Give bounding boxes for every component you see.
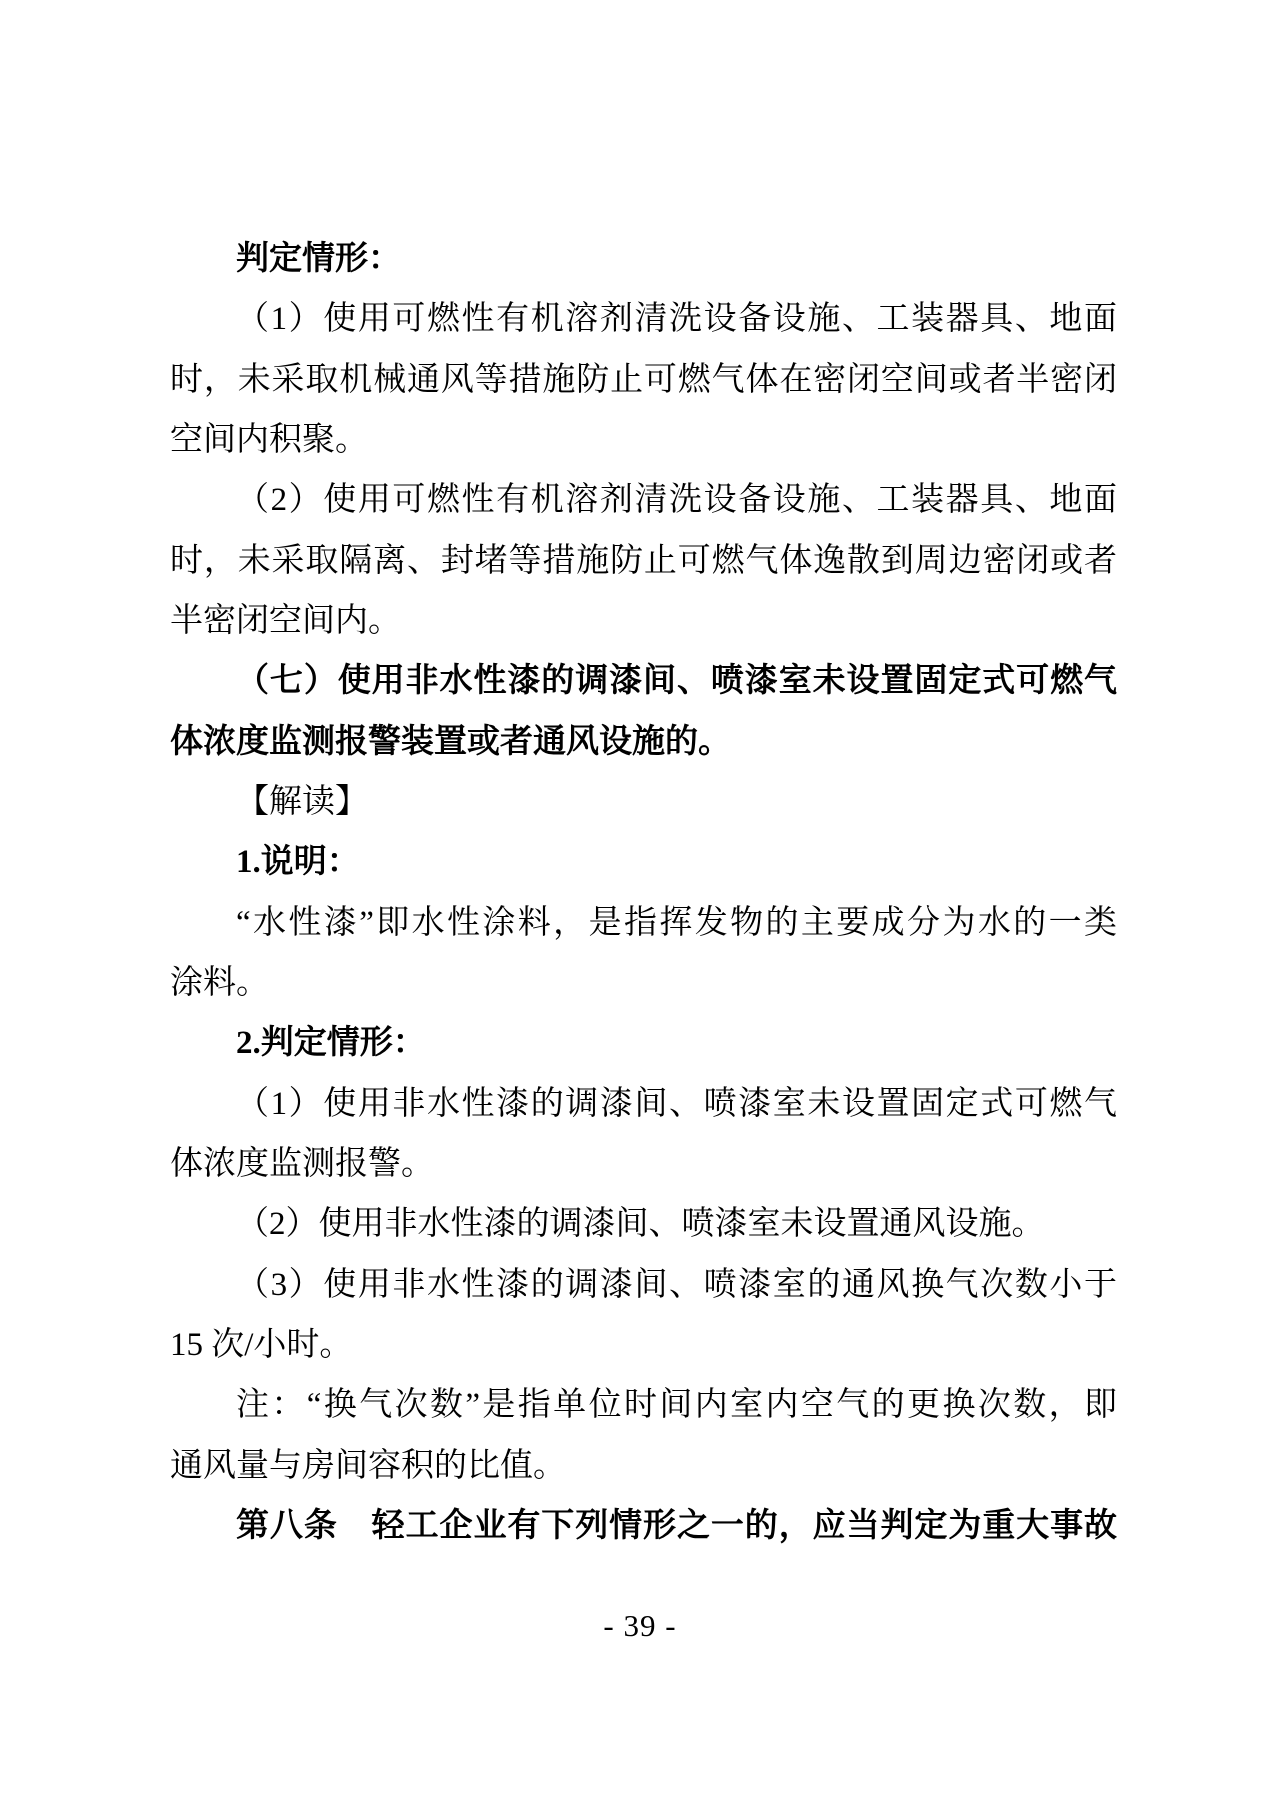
text-line: 半密闭空间内。 xyxy=(170,602,401,639)
text-line: 时，未采取机械通风等措施防止可燃气体在密闭空间或者半密闭 xyxy=(170,361,1117,398)
text-line: 【解读】 xyxy=(236,783,368,820)
document-body xyxy=(170,229,1117,1556)
text-line: 通风量与房间容积的比值。 xyxy=(170,1447,566,1484)
text-line: 1.说明： xyxy=(236,844,360,881)
text-line: 空间内积聚。 xyxy=(170,421,368,458)
text-line: 时，未采取隔离、封堵等措施防止可燃气体逸散到周边密闭或者 xyxy=(170,542,1117,579)
text-line: 判定情形： xyxy=(236,241,401,277)
text-line: 2.判定情形： xyxy=(236,1025,426,1062)
text-line: （2）使用可燃性有机溶剂清洗设备设施、工装器具、地面 xyxy=(236,482,1117,519)
text-line: 第八条 轻工企业有下列情形之一的，应当判定为重大事故 xyxy=(236,1507,1117,1544)
text-line: 体浓度监测报警。 xyxy=(170,1145,434,1182)
text-line: （1）使用非水性漆的调漆间、喷漆室未设置固定式可燃气 xyxy=(236,1085,1117,1122)
text-line: （七）使用非水性漆的调漆间、喷漆室未设置固定式可燃气 xyxy=(236,663,1117,700)
text-line: （1）使用可燃性有机溶剂清洗设备设施、工装器具、地面 xyxy=(236,301,1117,338)
text-line: 涂料。 xyxy=(170,964,269,1001)
text-line: （2）使用非水性漆的调漆间、喷漆室未设置通风设施。 xyxy=(236,1206,1045,1243)
text-line: 15 次/小时。 xyxy=(170,1326,353,1363)
text-line: （3）使用非水性漆的调漆间、喷漆室的通风换气次数小于 xyxy=(236,1266,1117,1303)
page-number: - 39 - xyxy=(603,1608,677,1643)
text-line: 注：“换气次数”是指单位时间内室内空气的更换次数，即 xyxy=(236,1387,1117,1424)
text-line: 体浓度监测报警装置或者通风设施的。 xyxy=(170,723,731,760)
text-line: “水性漆”即水性涂料，是指挥发物的主要成分为水的一类 xyxy=(236,904,1117,941)
